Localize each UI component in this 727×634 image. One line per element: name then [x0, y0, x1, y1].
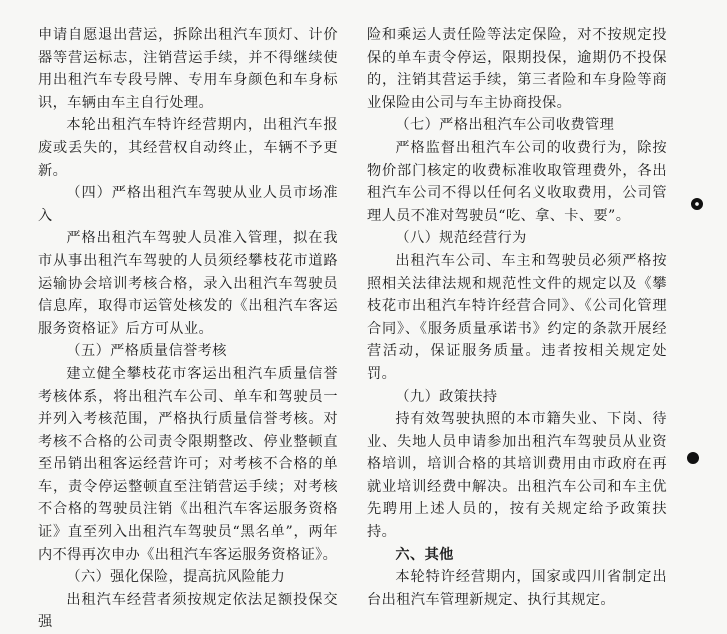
section-heading: （八）规范经营行为 [395, 230, 527, 247]
paragraph: 申请自愿退出营运，拆除出租汽车顶灯、计价器等营运标志，注销营运手续，并不得继续使用出租汽车专段号牌、专用车身颜色和车身标识，车辆由车主自行处理。 [38, 27, 338, 111]
paragraph: 本轮出租汽车特许经营期内，出租汽车报废或丢失的，其经营权自动终止，车辆不予更新。 [38, 117, 338, 179]
left-column [38, 24, 338, 634]
binder-hole-mark [691, 198, 703, 210]
section-heading: 六、其他 [395, 546, 454, 563]
right-column [367, 24, 667, 611]
section-heading: （六）强化保险，提高抗风险能力 [66, 569, 286, 586]
paragraph: 严格监督出租汽车公司的收费行为，除按物价部门核定的收费标准收取管理费外，各出租汽车公司不得以任何名义收取费用，公司管理人员不准对驾驶员“吃、拿、卡、要”。 [367, 139, 667, 224]
section-heading: （九）政策扶持 [395, 388, 498, 405]
paragraph: 险和乘运人责任险等法定保险，对不按规定投保的单车责令停运，限期投保，逾期仍不投保的，注销其营运手续，第三者险和车身险等商业保险由公司与车主协商投保。 [367, 27, 667, 111]
paragraph: 出租汽车经营者须按规定依法足额投保交强 [38, 591, 338, 631]
section-heading: （五）严格质量信誉考核 [66, 343, 227, 360]
paragraph: 持有效驾驶执照的本市籍失业、下岗、待业、失地人员申请参加出租汽车驾驶员从业资格培训，培训合格的其培训费用由市政府在再就业培训经费中解决。出租汽车公司和车主优先聘用上述人员的，按有关规定给予政策扶持。 [367, 411, 667, 541]
paragraph: 出租汽车公司、车主和驾驶员必须严格按照相关法律法规和规范性文件的规定以及《攀枝花市出租汽车特许经营合同》、《公司化管理合同》、《服务质量承诺书》约定的条款开展经营活动，保证服务质量。违者按相关规定处罚。 [367, 252, 667, 382]
section-heading: （四）严格出租汽车驾驶从业人员市场准入 [38, 185, 338, 224]
paragraph: 本轮特许经营期内，国家或四川省制定出台出租汽车管理新规定、执行其规定。 [367, 569, 667, 608]
paragraph: 建立健全攀枝花市客运出租汽车质量信誉考核体系，将出租汽车公司、单车和驾驶员一并列入考核范围，严格执行质量信誉考核。对考核不合格的公司责令限期整改、停业整顿直至吊销出租客运经营许可；对考核不合格的单车，责令停运整顿直至注销营运手续；对考核不合格的驾驶员注销《出租汽车客运服务资格证》直至列入出租汽车驾驶员“黑名单”，两年内不得再次申办《出租汽车客运服务资格证》。 [38, 365, 338, 563]
section-heading: （七）严格出租汽车公司收费管理 [395, 117, 615, 134]
binder-hole-mark [687, 452, 699, 464]
paragraph: 严格出租汽车驾驶人员准入管理，拟在我市从事出租汽车驾驶的人员须经攀枝花市道路运输协会培训考核合格，录入出租汽车驾驶员信息库，取得市运管处核发的《出租汽车客运服务资格证》后方可从业。 [38, 230, 338, 337]
